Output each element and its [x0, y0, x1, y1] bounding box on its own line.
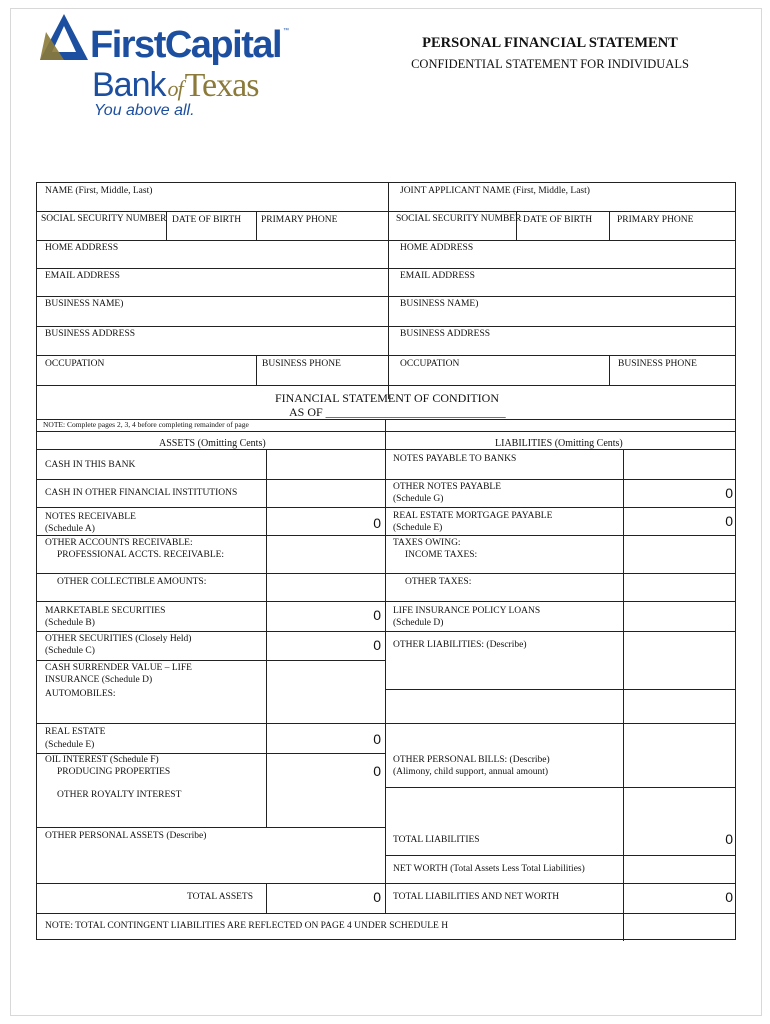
applicant-name-label: NAME (First, Middle, Last) [45, 186, 153, 196]
liability-total-net-worth-label: TOTAL LIABILITIES AND NET WORTH [393, 892, 560, 902]
liability-notes-banks-label: NOTES PAYABLE TO BANKS [393, 454, 517, 464]
asset-cash-bank-field[interactable] [267, 450, 385, 479]
statement-title-block [37, 391, 737, 405]
joint-name-label: JOINT APPLICANT NAME (First, Middle, Last) [400, 186, 590, 196]
logo-tagline: You above all. [94, 102, 195, 119]
asset-notes-value: 0 [373, 515, 381, 531]
liability-net-worth-field[interactable] [624, 856, 735, 883]
asset-automobiles-label: AUTOMOBILES: [45, 689, 116, 699]
asset-other-collectible-field[interactable] [267, 574, 385, 601]
applicant-email-field[interactable] [37, 282, 388, 296]
joint-phone-field[interactable] [610, 225, 735, 240]
joint-ssn-label: SOCIAL SECURITY NUMBER [396, 214, 522, 224]
applicant-name-field[interactable] [37, 195, 388, 211]
liability-real-estate-mortgage-value: 0 [725, 513, 733, 529]
liability-total-net-worth-value: 0 [725, 889, 733, 905]
asset-marketable-label: MARKETABLE SECURITIES [45, 606, 166, 616]
asset-other-securities-label: OTHER SECURITIES (Closely Held) [45, 634, 192, 644]
joint-occupation-field[interactable] [389, 369, 609, 385]
asset-cash-surrender-label-1: CASH SURRENDER VALUE – LIFE [45, 663, 192, 673]
joint-business-name-field[interactable] [389, 310, 735, 326]
applicant-occupation-label: OCCUPATION [45, 359, 105, 369]
liability-alimony-label: (Alimony, child support, annual amount) [393, 767, 549, 777]
logo-texas: Texas [184, 67, 259, 104]
liability-other-liabilities-label: OTHER LIABILITIES: (Describe) [393, 640, 527, 650]
asset-real-estate-label: REAL ESTATE [45, 727, 106, 737]
joint-business-address-field[interactable] [389, 340, 735, 355]
asset-cash-bank-label: CASH IN THIS BANK [45, 460, 136, 470]
applicant-ssn-label: SOCIAL SECURITY NUMBER [41, 214, 167, 224]
document-title: PERSONAL FINANCIAL STATEMENT [422, 35, 678, 51]
asset-real-estate-value: 0 [373, 731, 381, 747]
asset-cash-surrender-label-2: INSURANCE (Schedule D) [45, 675, 153, 685]
asset-other-royalty-field[interactable] [267, 786, 385, 827]
logo-of: of [167, 76, 183, 101]
liability-other-personal-bills-label: OTHER PERSONAL BILLS: (Describe) [393, 755, 550, 765]
liability-total-label: TOTAL LIABILITIES [393, 835, 480, 845]
joint-business-address-label: BUSINESS ADDRESS [400, 329, 491, 339]
joint-email-field[interactable] [389, 282, 735, 296]
joint-email-label: EMAIL ADDRESS [400, 271, 475, 281]
joint-business-phone-label: BUSINESS PHONE [618, 359, 697, 369]
statement-title: FINANCIAL STATEMENT OF CONDITION [274, 391, 500, 405]
applicant-occupation-field[interactable] [37, 369, 256, 385]
applicant-home-address-label: HOME ADDRESS [45, 243, 119, 253]
joint-phone-label: PRIMARY PHONE [617, 215, 694, 225]
logo-bank-of-texas [92, 66, 258, 105]
joint-dob-label: DATE OF BIRTH [523, 215, 593, 225]
asset-notes-schedule-label: (Schedule A) [45, 524, 95, 534]
applicant-business-address-field[interactable] [37, 340, 388, 355]
joint-ssn-field[interactable] [389, 225, 516, 240]
logo-firstcapital: FirstCapital [90, 24, 282, 66]
statement-as-of: AS OF ______________________________ [289, 405, 506, 419]
liability-taxes-owing-label: TAXES OWING: [393, 538, 461, 548]
asset-other-royalty-label: OTHER ROYALTY INTEREST [57, 790, 182, 800]
asset-producing-label: PRODUCING PROPERTIES [57, 767, 171, 777]
asset-other-accounts-label: OTHER ACCOUNTS RECEIVABLE: [45, 538, 193, 548]
asset-automobiles-field[interactable] [267, 661, 385, 723]
applicant-dob-field[interactable] [167, 225, 256, 240]
liability-income-taxes-label: INCOME TAXES: [405, 550, 478, 560]
applicant-email-label: EMAIL ADDRESS [45, 271, 120, 281]
asset-total-value: 0 [373, 889, 381, 905]
liability-total-value: 0 [725, 831, 733, 847]
asset-professional-label: PROFESSIONAL ACCTS. RECEIVABLE: [57, 550, 225, 560]
liability-other-notes-value: 0 [725, 485, 733, 501]
joint-name-field[interactable] [389, 195, 735, 211]
logo-trademark: ™ [283, 28, 289, 34]
asset-marketable-value: 0 [373, 607, 381, 623]
asset-total-label: TOTAL ASSETS [187, 892, 254, 902]
applicant-business-name-field[interactable] [37, 310, 388, 326]
liability-other-notes-label: OTHER NOTES PAYABLE [393, 482, 502, 492]
applicant-home-address-field[interactable] [37, 254, 388, 268]
applicant-business-name-label: BUSINESS NAME) [45, 299, 124, 309]
applicant-phone-label: PRIMARY PHONE [261, 215, 338, 225]
liability-income-taxes-field[interactable] [624, 536, 735, 573]
statement-note: NOTE: Complete pages 2, 3, 4 before completing remainder of page [43, 420, 249, 429]
joint-dob-field[interactable] [517, 225, 609, 240]
applicant-business-phone-field[interactable] [257, 369, 388, 385]
financial-statement-form [36, 182, 736, 940]
liability-real-estate-mortgage-label: REAL ESTATE MORTGAGE PAYABLE [393, 511, 553, 521]
asset-other-securities-value: 0 [373, 637, 381, 653]
asset-other-securities-schedule-label: (Schedule C) [45, 646, 95, 656]
asset-other-collectible-label: OTHER COLLECTIBLE AMOUNTS: [57, 577, 207, 587]
joint-business-name-label: BUSINESS NAME) [400, 299, 479, 309]
asset-other-accounts-field[interactable] [267, 536, 385, 573]
bank-logo-triangle-icon [38, 12, 92, 64]
joint-occupation-label: OCCUPATION [400, 359, 460, 369]
joint-home-address-label: HOME ADDRESS [400, 243, 474, 253]
applicant-phone-field[interactable] [257, 225, 388, 240]
bank-logo [36, 12, 296, 124]
applicant-ssn-field[interactable] [37, 225, 166, 240]
applicant-dob-label: DATE OF BIRTH [172, 215, 242, 225]
liability-life-insurance-schedule-label: (Schedule D) [393, 618, 444, 628]
asset-oil-value: 0 [373, 763, 381, 779]
applicant-business-phone-label: BUSINESS PHONE [262, 359, 341, 369]
asset-cash-other-field[interactable] [267, 480, 385, 507]
liability-notes-banks-field[interactable] [624, 450, 735, 479]
asset-real-estate-schedule-label: (Schedule E) [45, 740, 95, 750]
asset-oil-interest-label: OIL INTEREST (Schedule F) [45, 755, 159, 765]
footer-note: NOTE: TOTAL CONTINGENT LIABILITIES ARE REFLECTED ON PAGE 4 UNDER SCHEDULE H [45, 921, 449, 931]
liabilities-header: LIABILITIES (Omitting Cents) [495, 438, 623, 449]
logo-bank: Bank [92, 66, 166, 104]
liability-life-insurance-label: LIFE INSURANCE POLICY LOANS [393, 606, 541, 616]
asset-marketable-schedule-label: (Schedule B) [45, 618, 95, 628]
liability-other-taxes-label: OTHER TAXES: [405, 577, 472, 587]
applicant-business-address-label: BUSINESS ADDRESS [45, 329, 136, 339]
asset-notes-receivable-label: NOTES RECEIVABLE [45, 512, 136, 522]
liability-life-insurance-field[interactable] [624, 602, 735, 631]
liability-other-taxes-field[interactable] [624, 574, 735, 601]
document-subtitle: CONFIDENTIAL STATEMENT FOR INDIVIDUALS [411, 57, 689, 71]
asset-other-personal-label: OTHER PERSONAL ASSETS (Describe) [45, 831, 207, 841]
liability-other-liabilities-field[interactable] [624, 632, 735, 689]
liability-net-worth-label: NET WORTH (Total Assets Less Total Liabilities) [393, 864, 585, 874]
liability-real-estate-mortgage-schedule-label: (Schedule E) [393, 523, 443, 533]
assets-header: ASSETS (Omitting Cents) [159, 438, 266, 449]
liability-other-notes-schedule-label: (Schedule G) [393, 494, 444, 504]
joint-home-address-field[interactable] [389, 254, 735, 268]
asset-cash-other-label: CASH IN OTHER FINANCIAL INSTITUTIONS [45, 488, 238, 498]
joint-business-phone-field[interactable] [610, 369, 735, 385]
